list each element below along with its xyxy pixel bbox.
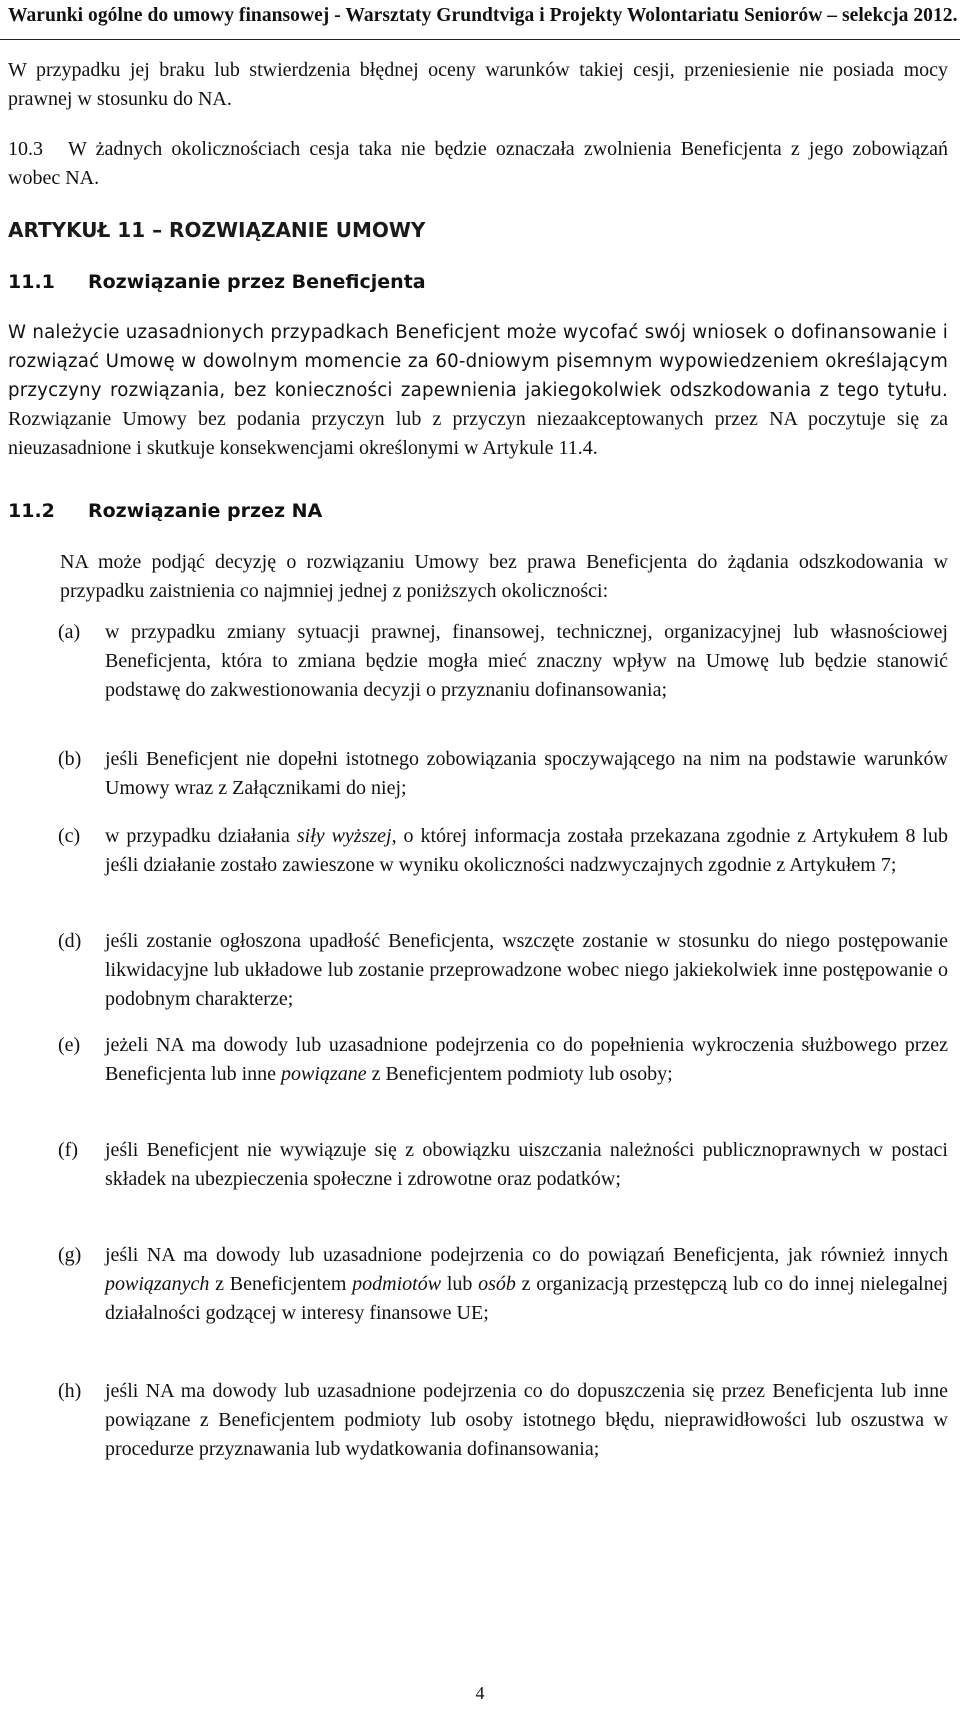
- list-item-text: jeśli Beneficjent nie wywiązuje się z obowiązku uiszczania należności publicznoprawnych w postaci składek na ubezpieczenia społeczne i zdrowotne oraz podatków;: [105, 1139, 948, 1190]
- paragraph-text: W żadnych okolicznościach cesja taka nie będzie oznaczała zwolnienia Beneficjenta z jego zobowiązań wobec NA.: [8, 138, 948, 189]
- paragraph-number: 10.3: [8, 138, 43, 160]
- italic-term: podmiotów: [352, 1273, 442, 1295]
- list-item-label: (e): [58, 1034, 81, 1056]
- italic-term: powiązanych: [105, 1273, 210, 1295]
- list-item-text: [105, 1031, 948, 1089]
- section-title: Rozwiązanie przez Beneficjenta: [88, 271, 426, 293]
- paragraph-10-3: [8, 135, 948, 193]
- section-title: Rozwiązanie przez NA: [88, 500, 323, 522]
- list-item-text: jeśli Beneficjent nie dopełni istotnego zobowiązania spoczywającego na nim na podstawie warunków Umowy wraz z Załącznikami do niej;: [105, 748, 948, 799]
- text-run: z organizacją przestępczą lub co do innej nielegalnej działalności godzącej w interesy finansowe UE;: [105, 1273, 949, 1324]
- page-number: 4: [475, 1683, 485, 1703]
- list-item-label: (b): [58, 748, 82, 770]
- article-11-title: ARTYKUŁ 11 – ROZWIĄZANIE UMOWY: [8, 218, 426, 242]
- list-item-text: w przypadku zmiany sytuacji prawnej, finansowej, technicznej, organizacyjnej lub własnościowej Beneficjenta, która to zmiana będzie mogła mieć znaczny wpływ na Umowę lub będzie stanowić podstawę do zakwestionowania decyzji o przyznaniu dofinansowania;: [105, 621, 948, 701]
- italic-term: siły wyższej: [296, 825, 392, 847]
- section-11-1-text: [8, 318, 948, 463]
- section-11-1-heading: [8, 271, 426, 293]
- text-run: z Beneficjentem: [209, 1273, 353, 1295]
- list-item-label: (c): [58, 825, 81, 847]
- italic-term: powiązane: [281, 1063, 367, 1085]
- section-11-2-intro: NA może podjąć decyzję o rozwiązaniu Umowy bez prawa Beneficjenta do żądania odszkodowania w przypadku zaistnienia co najmniej jednej z poniższych okoliczności:: [60, 551, 948, 602]
- section-number: 11.1: [8, 271, 55, 293]
- section-number: 11.2: [8, 500, 55, 522]
- list-item-label: (f): [58, 1139, 78, 1161]
- list-item-text: [105, 1241, 948, 1328]
- document-header: Warunki ogólne do umowy finansowej - Warsztaty Grundtviga i Projekty Wolontariatu Seniorów – selekcja 2012.: [0, 0, 960, 40]
- list-item-text: [105, 822, 948, 880]
- list-item-text: jeśli zostanie ogłoszona upadłość Beneficjenta, wszczęte zostanie w stosunku do niego postępowanie likwidacyjne lub układowe lub zostanie przeprowadzone wobec niego jakiekolwiek inne postępowanie o podobnym charakterze;: [105, 930, 948, 1010]
- text-run: jeżeli NA ma dowody lub uzasadnione podejrzenia co do popełnienia wykroczenia służbowego przez Beneficjenta lub inne: [105, 1034, 948, 1085]
- section-11-1-body-cont: Rozwiązanie Umowy bez podania przyczyn lub z przyczyn niezaakceptowanych przez NA poczytuje się za nieuzasadnione i skutkuje konsekwencjami określonymi w Artykule 11.4.: [8, 408, 948, 459]
- section-11-1-body: W należycie uzasadnionych przypadkach Beneficjent może wycofać swój wniosek o dofinansowanie i rozwiązać Umowę w dowolnym momencie za 60-dniowym pisemnym wypowiedzeniem określającym przyczyny rozwiązania, bez konieczności zapewnienia jakiegokolwiek odszkodowania z tego tytułu.: [8, 322, 948, 401]
- text-run: lub: [441, 1273, 479, 1295]
- text-run: , o której informacja została przekazana zgodnie z Artykułem 8 lub jeśli działanie zostało zawieszone w wyniku okoliczności nadzwyczajnych zgodnie z Artykułem 7;: [105, 825, 948, 876]
- list-item-label: (a): [58, 621, 81, 643]
- paragraph-cession: W przypadku jej braku lub stwierdzenia błędnej oceny warunków takiej cesji, przeniesienie nie posiada mocy prawnej w stosunku do NA.: [8, 59, 948, 110]
- text-run: jeśli NA ma dowody lub uzasadnione podejrzenia co do powiązań Beneficjenta, jak również innych: [105, 1244, 948, 1266]
- list-item-label: (g): [58, 1244, 82, 1266]
- text-run: z Beneficjentem podmioty lub osoby;: [366, 1063, 673, 1085]
- list-item-text: jeśli NA ma dowody lub uzasadnione podejrzenia co do dopuszczenia się przez Beneficjenta lub inne powiązane z Beneficjentem podmioty lub osoby istotnego błędu, nieprawidłowości lub oszustwa w procedurze przyznawania lub wydatkowania dofinansowania;: [105, 1380, 948, 1460]
- section-11-2-heading: [8, 500, 322, 522]
- italic-term: osób: [478, 1273, 516, 1295]
- list-item-label: (d): [58, 930, 82, 952]
- text-run: w przypadku działania: [105, 825, 297, 847]
- list-item-label: (h): [58, 1380, 82, 1402]
